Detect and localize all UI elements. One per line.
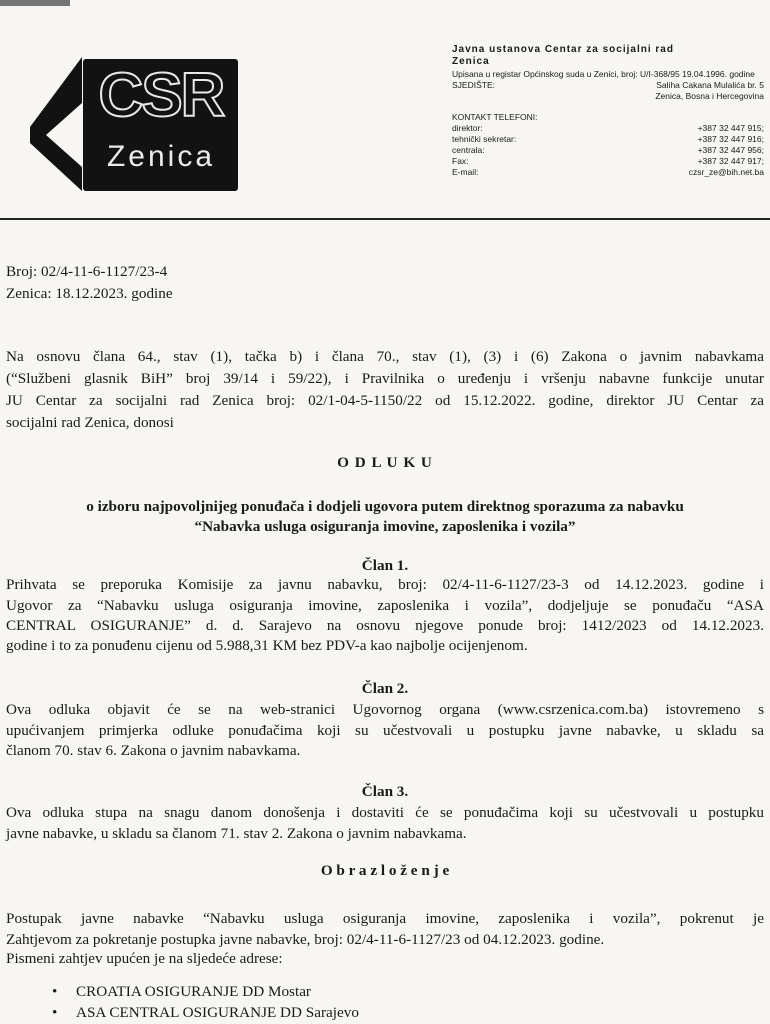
article-heading: Član 2. (361, 680, 409, 697)
article-heading: Član 3. (361, 783, 409, 800)
list-item: • CROATIA OSIGURANJE DD Mostar (6, 983, 764, 1001)
contact-row (452, 134, 764, 145)
article-line: Prihvata se preporuka Komisije za javnu nabavku, broj: 02/4-11-6-1127/23-3 od 14.12.2023. godine i (6, 576, 764, 593)
logo-chevron-icon (30, 45, 90, 195)
contacts-title: KONTAKT TELEFONI: (452, 112, 538, 122)
contact-value: +387 32 447 956; (697, 145, 764, 155)
article-line: Ova odluka stupa na snagu danom donošenja i dostaviti će se ponuđačima koji su učestvovali u postupku (6, 804, 764, 821)
intro-line: socijalni rad Zenica, donosi (6, 414, 174, 431)
scan-mark (0, 0, 70, 6)
contact-row (452, 167, 764, 178)
rationale-line: Pismeni zahtjev upućen je na sljedeće adrese: (6, 950, 283, 967)
decision-title: O D L U K U (337, 454, 433, 471)
decision-subtitle: “Nabavka usluga osiguranja imovine, zaposlenika i vozila” (194, 518, 576, 535)
article-line: javne nabavke, u skladu sa članom 71. stav 2. Zakona o javnim nabavkama. (6, 825, 467, 842)
contact-row (452, 156, 764, 167)
logo-wordmark: CSR (98, 61, 224, 130)
seat-address-line1: Saliha Cakana Mulalića br. 5 (656, 80, 764, 90)
document-date: Zenica: 18.12.2023. godine (6, 285, 173, 302)
contact-value: +387 32 447 917; (697, 156, 764, 166)
list-item: • ASA CENTRAL OSIGURANJE DD Sarajevo (6, 1004, 764, 1022)
intro-line: Na osnovu člana 64., stav (1), tačka b) i člana 70., stav (1), (3) i (6) Zakona o javnim nabavkama (6, 348, 764, 365)
institution-name: Javna ustanova Centar za socijalni rad (452, 44, 674, 55)
article-line: članom 70. stav 6. Zakona o javnim nabavkama. (6, 742, 301, 759)
decision-subtitle: o izboru najpovoljnijeg ponuđača i dodjeli ugovora putem direktnog sporazuma za nabavku (86, 498, 684, 515)
seat-address-line2: Zenica, Bosna i Hercegovina (655, 91, 764, 101)
article-heading: Član 1. (361, 557, 409, 574)
rationale-line: Postupak javne nabavke “Nabavku usluga osiguranja imovine, zaposlenika i vozila”, pokrenut je (6, 910, 764, 927)
seat-row-2 (452, 91, 764, 102)
contact-value: +387 32 447 915; (697, 123, 764, 133)
contact-value: +387 32 447 916; (697, 134, 764, 144)
seat-row (452, 80, 764, 91)
contact-label: direktor: (452, 123, 483, 133)
csr-logo (30, 45, 240, 195)
article-line: upućivanjem primjerka odluke ponuđačima koji su učestvovali u postupku javne nabavke, u skladu sa (6, 722, 764, 739)
contact-label: Fax: (452, 156, 469, 166)
intro-line: (“Službeni glasnik BiH” broj 39/14 i 59/22), i Pravilnika o uređenju i vršenju nabavne funkcije unutar (6, 370, 764, 387)
article-line: Ugovor za “Nabavku usluga osiguranja imovine, zaposlenika i vozila”, dodjeljuje se ponuđaču “ASA (6, 597, 764, 614)
contact-label: centrala: (452, 145, 485, 155)
contact-row (452, 145, 764, 156)
seat-label: SJEDIŠTE: (452, 80, 495, 90)
logo-city: Zenica (106, 140, 216, 173)
address-list (6, 983, 764, 1021)
contact-label: tehnički sekretar: (452, 134, 517, 144)
intro-line: JU Centar za socijalni rad Zenica broj: 02/1-04-5-1150/22 od 15.12.2022. godine, direktor JU Centar za (6, 392, 764, 409)
article-line: CENTRAL OSIGURANJE” d. d. Sarajevo na osnovu njegove ponude broj: 1412/2023 od 14.12.2023. (6, 617, 764, 634)
email-link[interactable]: czsr_ze@bih.net.ba (688, 167, 764, 177)
institution-block (452, 44, 764, 178)
header-divider (0, 218, 770, 220)
contact-label: E-mail: (452, 167, 479, 177)
rationale-line: Zahtjevom za pokretanje postupka javne nabavke, broj: 02/4-11-6-1127/23 od 04.12.2023. godine. (6, 931, 605, 948)
contact-row (452, 123, 764, 134)
rationale-title: O b r a z l o ž e n j e (320, 862, 450, 879)
institution-city: Zenica (452, 56, 490, 67)
article-line: Ova odluka objavit će se na web-stranici Ugovornog organa (www.csrzenica.com.ba) istovremeno s (6, 701, 764, 718)
article-line: godine i to za ponuđenu cijenu od 5.988,31 KM bez PDV-a kao najbolje ocijenjenom. (6, 637, 528, 654)
document-number: Broj: 02/4-11-6-1127/23-4 (6, 263, 168, 280)
registration-text: Upisana u registar Općinskog suda u Zenici, broj: U/I-368/95 19.04.1996. godine (452, 69, 755, 79)
